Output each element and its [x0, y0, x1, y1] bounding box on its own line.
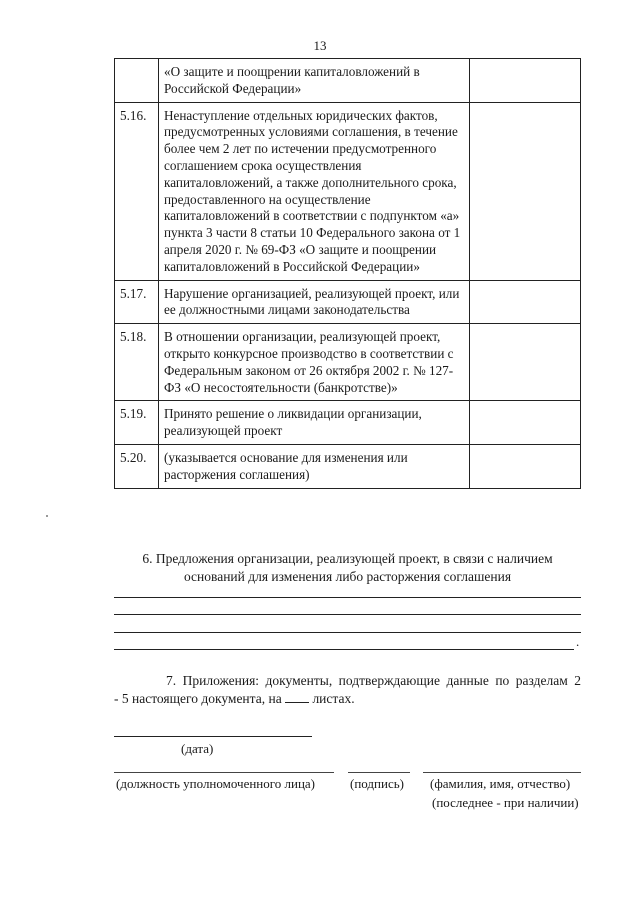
name-note: (последнее - при наличии): [432, 795, 579, 810]
row-description: Ненаступление отдельных юридических фактов, предусмотренных условиями соглашения, в течение более чем 2 лет по истечении предусмотренного соглашением срока осуществления капиталовложений, а также дополнительного срока, предоставленного на осуществление капиталовложений в соответствии с подпунктом «а» пункта 3 части 8 статьи 10 Федерального закона от 1 апреля 2020 г. № 69-ФЗ «О защите и поощрении капиталовложений в Российской Федерации»: [159, 102, 470, 280]
signature-line: [348, 772, 410, 773]
table-row: [115, 280, 581, 324]
criteria-table: [114, 58, 581, 489]
name-signature-line: [423, 772, 581, 773]
signature-label: (подпись): [350, 776, 404, 791]
position-label: (должность уполномоченного лица): [116, 776, 316, 791]
section-6-line-2: оснований для изменения либо расторжения соглашения: [183, 569, 512, 584]
table-row: [115, 102, 581, 280]
date-label: (дата): [181, 741, 214, 756]
row-value-cell: [470, 102, 581, 280]
row-number: 5.17.: [115, 280, 159, 324]
row-description: «О защите и поощрении капиталовложений в Российской Федерации»: [159, 59, 470, 103]
name-label: (фамилия, имя, отчество): [430, 776, 571, 791]
table-row: [115, 59, 581, 103]
proposal-end-mark: .: [576, 634, 580, 649]
section-6-line-1: 6. Предложения организации, реализующей проект, в связи с наличием: [142, 551, 553, 566]
row-value-cell: [470, 280, 581, 324]
section-7-line-2-start: - 5 настоящего документа, на: [114, 691, 282, 706]
section-7-attachments: [114, 672, 581, 708]
row-description: (указывается основание для изменения или расторжения соглашения): [159, 444, 470, 488]
row-number: 5.16.: [115, 102, 159, 280]
table-row: [115, 324, 581, 401]
table-row: [115, 444, 581, 488]
row-value-cell: [470, 324, 581, 401]
proposal-fill-line-1: [114, 597, 581, 598]
row-number: 5.20.: [115, 444, 159, 488]
row-number: [115, 59, 159, 103]
margin-speck: [46, 515, 48, 517]
section-7-line-2-end: листах.: [312, 691, 355, 706]
row-number: 5.18.: [115, 324, 159, 401]
row-number: 5.19.: [115, 401, 159, 445]
row-value-cell: [470, 401, 581, 445]
row-value-cell: [470, 59, 581, 103]
row-value-cell: [470, 444, 581, 488]
table-row: [115, 401, 581, 445]
row-description: Принято решение о ликвидации организации, реализующей проект: [159, 401, 470, 445]
proposal-fill-line-2: [114, 614, 581, 615]
section-6-heading: [114, 550, 581, 586]
row-description: В отношении организации, реализующей проект, открыто конкурсное производство в соответствии с Федеральным законом от 26 октября 2002 г. № 127-ФЗ «О несостоятельности (банкротстве)»: [159, 324, 470, 401]
position-signature-line: [114, 772, 334, 773]
proposal-fill-line-3: [114, 632, 581, 633]
section-7-line-2: [114, 691, 355, 706]
date-signature-line: [114, 736, 312, 737]
row-description: Нарушение организацией, реализующей проект, или ее должностными лицами законодательства: [159, 280, 470, 324]
sheet-count-blank: [285, 690, 309, 703]
section-7-line-1: 7. Приложения: документы, подтверждающие данные по разделам 2: [166, 673, 581, 688]
proposal-fill-line-4: [114, 649, 574, 650]
page-number: 13: [313, 38, 327, 53]
